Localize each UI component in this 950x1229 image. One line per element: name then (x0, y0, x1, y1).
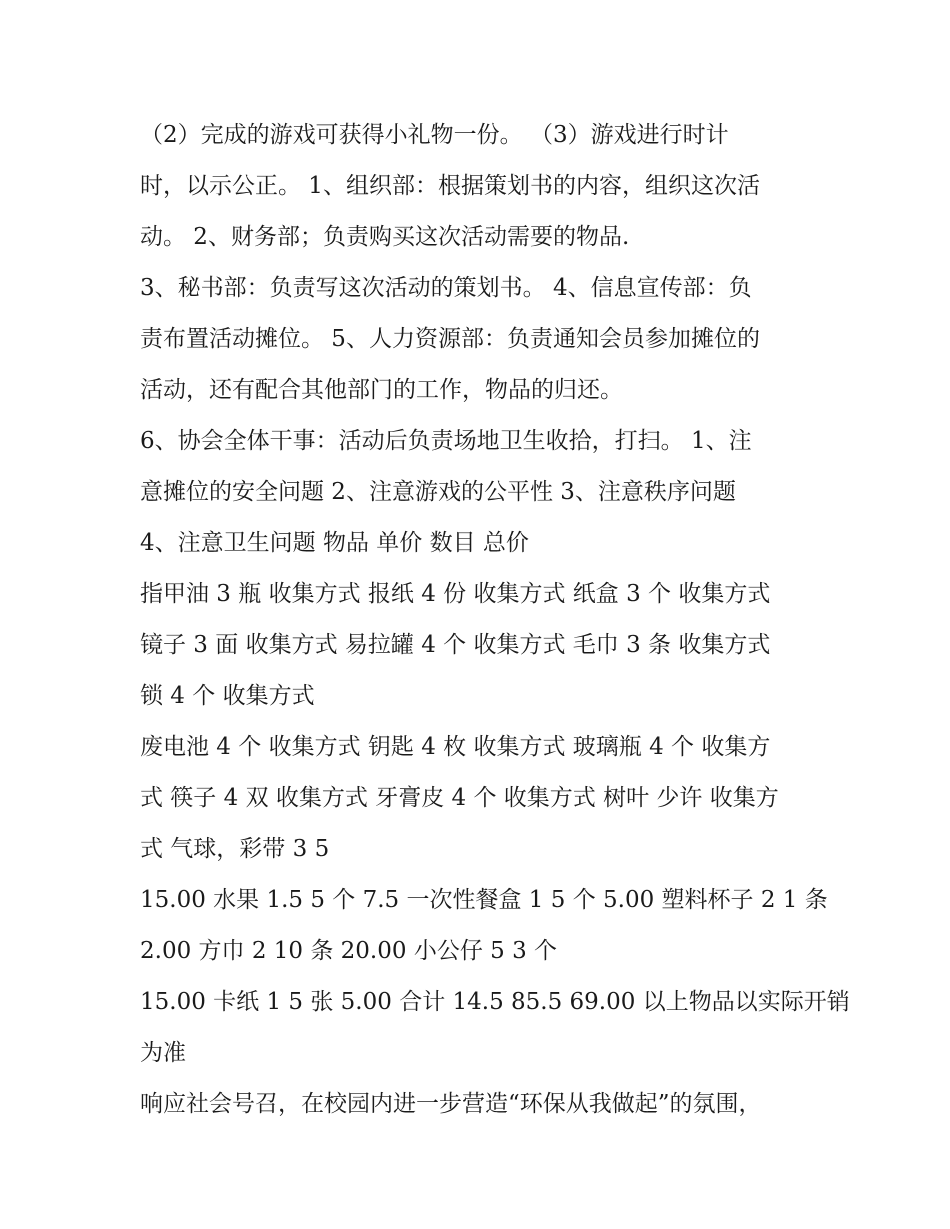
text-line-3: 动。 2、财务部；负责购买这次活动需要的物品. (140, 224, 630, 250)
text-line-4: 3、秘书部：负责写这次活动的策划书。 4、信息宣传部：负 (140, 275, 752, 301)
text-line-12: 锁 4 个 收集方式 (140, 683, 315, 709)
text-line-8: 意摊位的安全问题 2、注意游戏的公平性 3、注意秩序问题 (140, 479, 736, 505)
text-line-16: 15.00 水果 1.5 5 个 7.5 一次性餐盒 1 5 个 5.00 塑料杯子 2 1 条 (140, 887, 828, 913)
text-line-6: 活动，还有配合其他部门的工作，物品的归还。 (140, 377, 623, 403)
text-line-20: 响应社会号召，在校园内进一步营造“环保从我做起”的氛围， (140, 1091, 762, 1117)
text-line-19: 为准 (140, 1040, 186, 1066)
text-line-7: 6、协会全体干事：活动后负责场地卫生收拾，打扫。 1、注 (140, 428, 752, 454)
text-line-5: 责布置活动摊位。 5、人力资源部：负责通知会员参加摊位的 (140, 326, 760, 352)
text-line-18: 15.00 卡纸 1 5 张 5.00 合计 14.5 85.5 69.00 以上物品以实际开销 (140, 989, 850, 1015)
text-line-13: 废电池 4 个 收集方式 钥匙 4 枚 收集方式 玻璃瓶 4 个 收集方 (140, 734, 771, 760)
text-line-14: 式 筷子 4 双 收集方式 牙膏皮 4 个 收集方式 树叶 少许 收集方 (140, 785, 779, 811)
text-line-2: 时，以示公正。 1、组织部：根据策划书的内容，组织这次活 (140, 173, 760, 199)
text-line-17: 2.00 方巾 2 10 条 20.00 小公仔 5 3 个 (140, 938, 558, 964)
text-line-15: 式 气球，彩带 3 5 (140, 836, 330, 862)
text-line-11: 镜子 3 面 收集方式 易拉罐 4 个 收集方式 毛巾 3 条 收集方式 (140, 632, 771, 658)
text-line-10: 指甲油 3 瓶 收集方式 报纸 4 份 收集方式 纸盒 3 个 收集方式 (140, 581, 771, 607)
text-line-9: 4、注意卫生问题 物品 单价 数目 总价 (140, 530, 529, 556)
document-body (140, 110, 850, 1130)
text-line-1: （2）完成的游戏可获得小礼物一份。 （3）游戏进行时计 (140, 122, 729, 148)
